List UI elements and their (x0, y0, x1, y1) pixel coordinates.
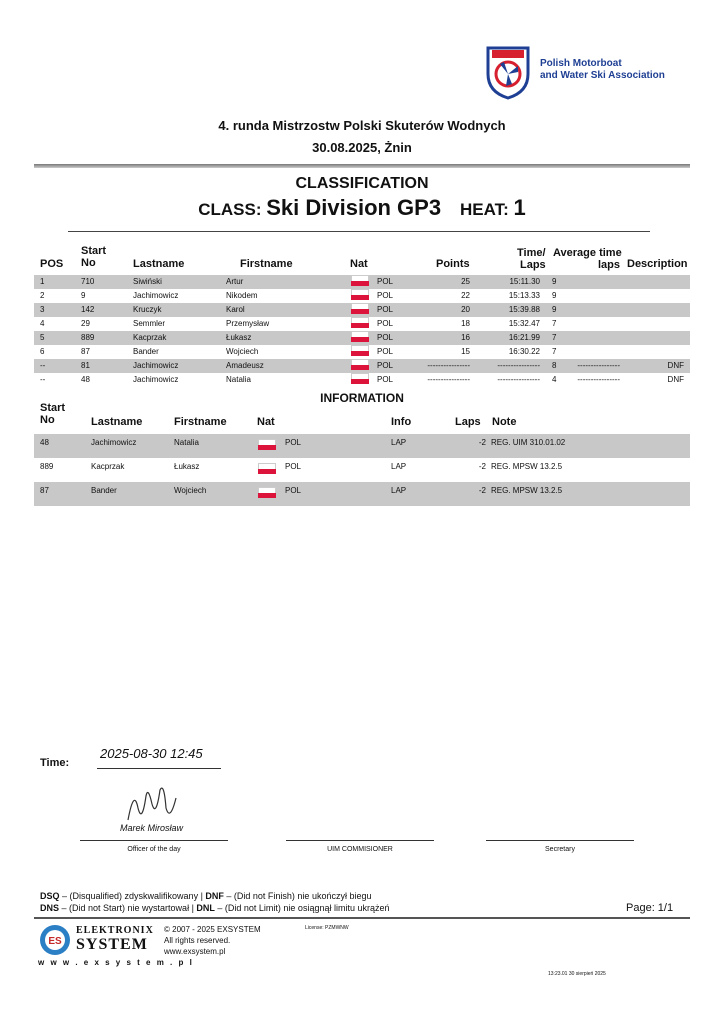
start-no-cell: 142 (81, 305, 95, 314)
brand-line-1: ELEKTRONIX (76, 925, 154, 936)
signature-line (286, 840, 434, 841)
heat-value: 1 (513, 195, 526, 220)
firstname-cell: Karol (226, 305, 245, 314)
info-header-start: Start (40, 402, 66, 414)
result-row (34, 345, 690, 359)
points-cell: 18 (461, 319, 470, 328)
start-no-cell: 48 (81, 375, 90, 384)
poland-flag-icon (351, 373, 369, 384)
poland-flag-icon (351, 317, 369, 328)
pos-cell: 4 (40, 319, 45, 328)
classification-title: CLASSIFICATION (295, 175, 429, 192)
header-start: Start (81, 245, 107, 257)
header-laps: Laps (520, 259, 546, 271)
info-header-nat: Nat (257, 416, 275, 428)
header-pos: POS (40, 258, 64, 270)
time-cell: 15:39.88 (508, 305, 540, 314)
info-cell: LAP (391, 462, 407, 471)
note-cell: REG. UIM 310.01.02 (491, 438, 566, 447)
start-no-cell: 710 (81, 277, 95, 286)
legend-dnl-text: – (Did not Limit) nie osiągnął limitu ukrążeń (214, 903, 390, 913)
event-title: 4. runda Mistrzostw Polski Skuterów Wodnych (218, 118, 506, 133)
time-cell: 15:32.47 (508, 319, 540, 328)
legend-dnf: DNF (205, 891, 224, 901)
event-date: 30.08.2025, Żnin (312, 140, 412, 155)
nat-cell: POL (285, 438, 302, 447)
result-row (34, 317, 690, 331)
officer-caption: Officer of the day (127, 846, 181, 853)
points-cell: 16 (461, 333, 470, 342)
laps-cell: 7 (552, 347, 557, 356)
time-label: Time: (40, 757, 70, 769)
nat-cell: POL (285, 486, 302, 495)
avg-time-cell: ---------------- (577, 361, 620, 370)
exsystem-logo (38, 923, 158, 957)
start-no-cell: 9 (81, 291, 86, 300)
lastname-cell: Jachimowicz (133, 361, 179, 370)
lastname-cell: Jachimowicz (91, 438, 137, 447)
time-underline (97, 768, 221, 769)
legend-dns: DNS (40, 903, 60, 913)
firstname-cell: Wojciech (226, 347, 259, 356)
header-points: Points (436, 258, 470, 270)
avg-time-cell: ---------------- (577, 375, 620, 384)
rights-line: All rights reserved. (164, 936, 231, 945)
info-header-laps: Laps (455, 416, 481, 428)
legend-line-1 (40, 891, 371, 901)
commissioner-caption: UIM COMMISIONER (327, 846, 393, 853)
logo-line-1: Polish Motorboat (540, 58, 622, 69)
note-cell: REG. MPSW 13.2.5 (491, 462, 563, 471)
firstname-cell: Przemysław (226, 319, 270, 328)
signer-name: Marek Mirosław (120, 823, 184, 833)
logo-text (540, 58, 665, 82)
legend-dns-text: – (Did not Start) nie wystartował | (59, 903, 197, 913)
signature-line (80, 840, 228, 841)
pos-cell: 6 (40, 347, 45, 356)
lastname-cell: Semmler (133, 319, 166, 328)
legend-dsq: DSQ (40, 891, 60, 901)
firstname-cell: Nikodem (226, 291, 258, 300)
result-row (34, 331, 690, 345)
header-avg: Average time (553, 247, 622, 259)
start-no-cell: 29 (81, 319, 90, 328)
header-nat: Nat (350, 258, 368, 270)
poland-flag-icon (351, 359, 369, 370)
nat-cell: POL (377, 375, 394, 384)
nat-cell: POL (377, 305, 394, 314)
header-no: No (81, 257, 96, 269)
points-cell: ---------------- (427, 361, 470, 370)
laps-cell: 4 (552, 375, 557, 384)
laps-cell: -2 (478, 438, 486, 447)
time-cell: ---------------- (497, 375, 540, 384)
site-line[interactable]: www.exsystem.pl (164, 947, 226, 956)
firstname-cell: Natalia (226, 375, 251, 384)
secretary-caption: Secretary (545, 846, 575, 853)
info-header-firstname: Firstname (174, 416, 227, 428)
laps-cell: 8 (552, 361, 557, 370)
propeller-shield-icon (482, 44, 534, 100)
info-header-no: No (40, 414, 55, 426)
laps-cell: -2 (478, 486, 486, 495)
footer-url[interactable]: w w w . e x s y s t e m . p l (38, 958, 194, 967)
time-cell: 16:30.22 (508, 347, 540, 356)
print-timestamp: 13:23.01 30 sierpień 2025 (548, 971, 606, 977)
exsystem-emblem-icon (38, 923, 72, 957)
class-heading (0, 195, 724, 221)
legend-dnf-text: – (Did not Finish) nie ukończył biegu (223, 891, 372, 901)
laps-cell: 9 (552, 277, 557, 286)
header-avg-laps: laps (598, 259, 621, 271)
start-no-cell: 81 (81, 361, 90, 370)
footer-divider (34, 917, 690, 919)
lastname-cell: Kruczyk (133, 305, 162, 314)
nat-cell: POL (377, 319, 394, 328)
firstname-cell: Łukasz (174, 462, 200, 471)
firstname-cell: Wojciech (174, 486, 207, 495)
nat-cell: POL (377, 347, 394, 356)
firstname-cell: Natalia (174, 438, 199, 447)
time-cell: 16:21.99 (508, 333, 540, 342)
info-header-info: Info (391, 416, 412, 428)
license-text: License: PZMWNW (305, 925, 349, 931)
legend-line-2 (40, 903, 389, 913)
poland-flag-icon (351, 303, 369, 314)
nat-cell: POL (285, 462, 302, 471)
header-lastname: Lastname (133, 258, 185, 270)
class-label: CLASS: (198, 200, 262, 219)
note-cell: REG. MPSW 13.2.5 (491, 486, 563, 495)
result-row (34, 289, 690, 303)
header-firstname: Firstname (240, 258, 293, 270)
description-cell: DNF (667, 361, 684, 370)
class-name: Ski Division GP3 (266, 195, 442, 220)
laps-cell: 7 (552, 333, 557, 342)
lastname-cell: Bander (91, 486, 117, 495)
laps-cell: 9 (552, 291, 557, 300)
legend-dnl: DNL (196, 903, 215, 913)
laps-cell: 9 (552, 305, 557, 314)
info-cell: LAP (391, 438, 407, 447)
lastname-cell: Kacprzak (91, 462, 125, 471)
nat-cell: POL (377, 291, 394, 300)
info-header-note: Note (492, 416, 517, 428)
signature-icon (120, 778, 190, 828)
divider (34, 164, 690, 168)
divider (68, 231, 650, 232)
result-row (34, 359, 690, 373)
poland-flag-icon (258, 439, 276, 450)
poland-flag-icon (351, 345, 369, 356)
firstname-cell: Łukasz (226, 333, 252, 342)
pos-cell: 5 (40, 333, 45, 342)
legend-dsq-text: – (Disqualified) zdyskwalifikowany | (59, 891, 206, 901)
svg-text:ES: ES (48, 936, 62, 947)
info-header-lastname: Lastname (91, 416, 143, 428)
time-value: 2025-08-30 12:45 (100, 746, 203, 761)
start-no-cell: 87 (40, 486, 49, 495)
firstname-cell: Artur (226, 277, 244, 286)
points-cell: 20 (461, 305, 470, 314)
signature-line (486, 840, 634, 841)
poland-flag-icon (351, 289, 369, 300)
laps-cell: 7 (552, 319, 557, 328)
pos-cell: -- (40, 375, 46, 384)
start-no-cell: 87 (81, 347, 90, 356)
poland-flag-icon (258, 463, 276, 474)
firstname-cell: Amadeusz (226, 361, 264, 370)
start-no-cell: 48 (40, 438, 49, 447)
description-cell: DNF (667, 375, 684, 384)
points-cell: 15 (461, 347, 470, 356)
header-description: Description (627, 258, 688, 270)
information-title: INFORMATION (320, 391, 404, 405)
info-cell: LAP (391, 486, 407, 495)
poland-flag-icon (258, 487, 276, 498)
lastname-cell: Kacprzak (133, 333, 167, 342)
pos-cell: -- (40, 361, 46, 370)
copyright-line: © 2007 - 2025 EXSYSTEM (164, 925, 261, 934)
nat-cell: POL (377, 361, 394, 370)
header-time: Time/ (517, 247, 546, 259)
pos-cell: 3 (40, 305, 45, 314)
points-cell: 25 (461, 277, 470, 286)
logo-line-2: and Water Ski Association (540, 70, 665, 81)
info-row (34, 458, 690, 482)
poland-flag-icon (351, 275, 369, 286)
start-no-cell: 889 (40, 462, 54, 471)
page-number: Page: 1/1 (626, 902, 674, 914)
brand-line-2: SYSTEM (76, 936, 148, 953)
info-row (34, 482, 690, 506)
heat-label: HEAT: (459, 200, 509, 219)
info-row (34, 434, 690, 458)
result-row (34, 275, 690, 289)
time-cell: 15:11.30 (509, 277, 540, 286)
start-no-cell: 889 (81, 333, 95, 342)
laps-cell: -2 (478, 462, 486, 471)
lastname-cell: Bander (133, 347, 159, 356)
nat-cell: POL (377, 277, 394, 286)
result-row (34, 303, 690, 317)
footer-copyright (164, 924, 261, 957)
nat-cell: POL (377, 333, 394, 342)
time-cell: ---------------- (497, 361, 540, 370)
pzmwnw-logo (482, 44, 672, 100)
points-cell: 22 (461, 291, 470, 300)
pos-cell: 1 (40, 277, 45, 286)
lastname-cell: Jachimowicz (133, 375, 179, 384)
lastname-cell: Jachimowicz (133, 291, 179, 300)
time-cell: 15:13.33 (508, 291, 540, 300)
pos-cell: 2 (40, 291, 45, 300)
poland-flag-icon (351, 331, 369, 342)
points-cell: ---------------- (427, 375, 470, 384)
result-row (34, 373, 690, 387)
lastname-cell: Siwiński (133, 277, 162, 286)
